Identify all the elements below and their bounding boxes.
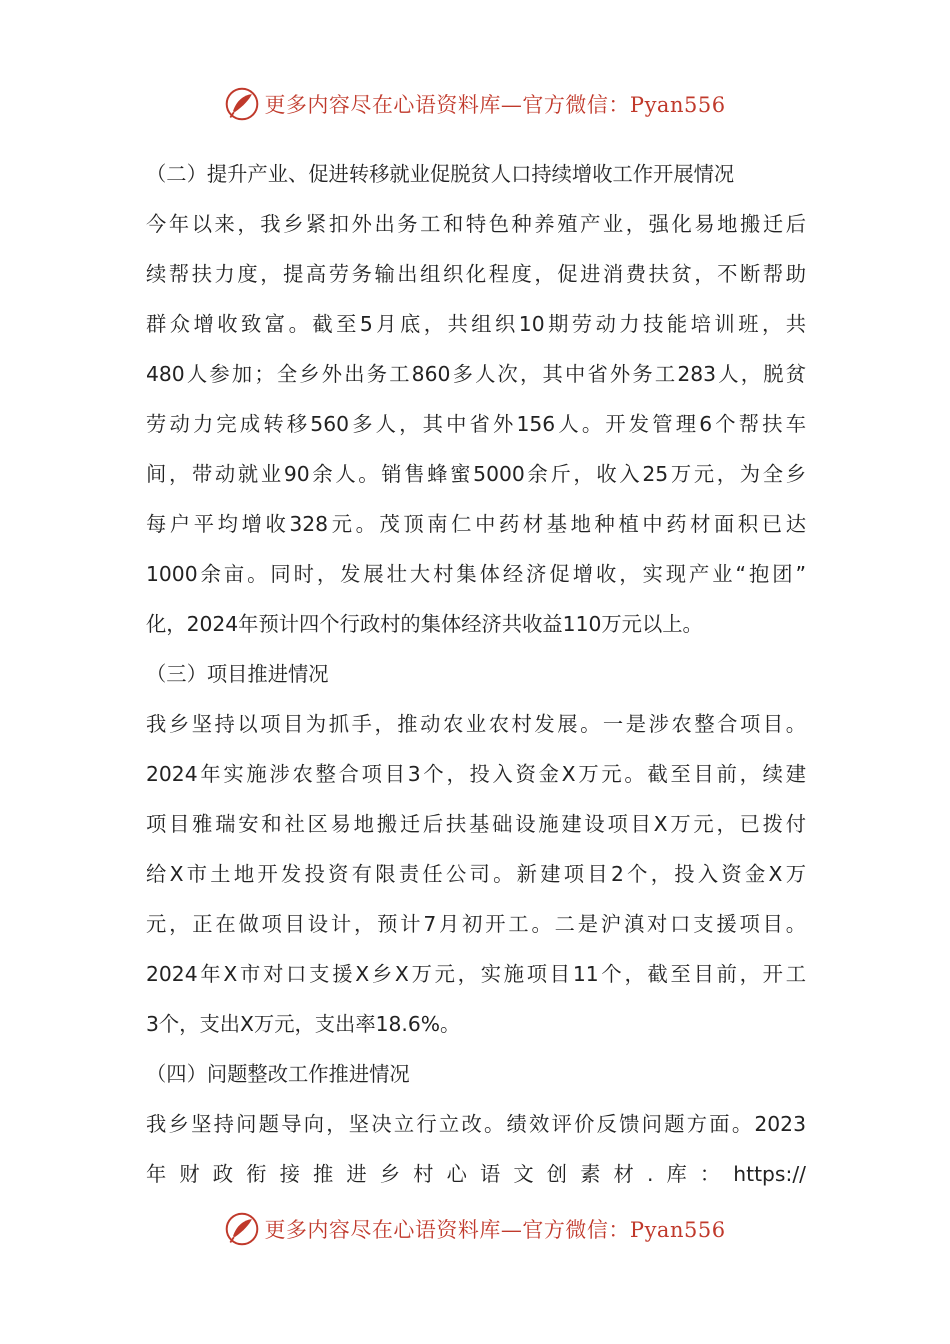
text-line: 化，2024年预计四个行政村的集体经济共收益110万元以上。: [146, 612, 703, 636]
text-line: 给X市土地开发投资有限责任公司。新建项目2个，投入资金X万: [146, 862, 806, 886]
text-line: 480人参加；全乡外出务工860多人次，其中省外务工283人，脱贫: [146, 362, 806, 386]
text-line: 续帮扶力度，提高劳务输出组织化程度，促进消费扶贫，不断帮助: [146, 262, 806, 286]
text-line: （二）提升产业、促进转移就业促脱贫人口持续增收工作开展情况: [146, 162, 735, 186]
text-line: 我乡坚持以项目为抓手，推动农业农村发展。一是涉农整合项目。: [146, 712, 806, 736]
text-line: 元，正在做项目设计，预计7月初开工。二是沪滇对口支援项目。: [146, 912, 806, 936]
watermark-header: [0, 84, 950, 124]
text-line: 群众增收致富。截至5月底，共组织10期劳动力技能培训班，共: [146, 312, 806, 336]
pen-logo-icon: [224, 86, 260, 122]
text-line: 项目雅瑞安和社区易地搬迁后扶基础设施建设项目X万元，已拨付: [146, 812, 806, 836]
text-line: 3个，支出X万元，支出率18.6%。: [146, 1012, 461, 1036]
text-line: 每户平均增收328元。茂顶南仁中药材基地种植中药材面积已达: [146, 512, 806, 536]
text-line: （四）问题整改工作推进情况: [146, 1062, 410, 1086]
watermark-text: 更多内容尽在心语资料库—官方微信：Pyan556: [264, 93, 726, 117]
watermark-footer: [0, 1209, 950, 1249]
text-line: 我乡坚持问题导向，坚决立行立改。绩效评价反馈问题方面。2023: [146, 1112, 806, 1136]
text-line: 2024年X市对口支援X乡X万元，实施项目11个，截至目前，开工: [146, 962, 806, 986]
watermark-text: 更多内容尽在心语资料库—官方微信：Pyan556: [264, 1218, 726, 1242]
text-line: 劳动力完成转移560多人，其中省外156人。开发管理6个帮扶车: [146, 412, 806, 436]
text-line: 今年以来，我乡紧扣外出务工和特色种养殖产业，强化易地搬迁后: [146, 212, 806, 236]
document-body: [146, 149, 806, 1199]
text-line: （三）项目推进情况: [146, 662, 329, 686]
text-line: 2024年实施涉农整合项目3个，投入资金X万元。截至目前，续建: [146, 762, 806, 786]
pen-logo-icon: [224, 1211, 260, 1247]
text-line: 1000余亩。同时，发展壮大村集体经济促增收，实现产业“抱团”: [146, 562, 806, 586]
text-line: 年财政衔接推进乡村心语文创素材.库：https://: [146, 1162, 806, 1186]
text-line: 间，带动就业90余人。销售蜂蜜5000余斤，收入25万元，为全乡: [146, 462, 806, 486]
